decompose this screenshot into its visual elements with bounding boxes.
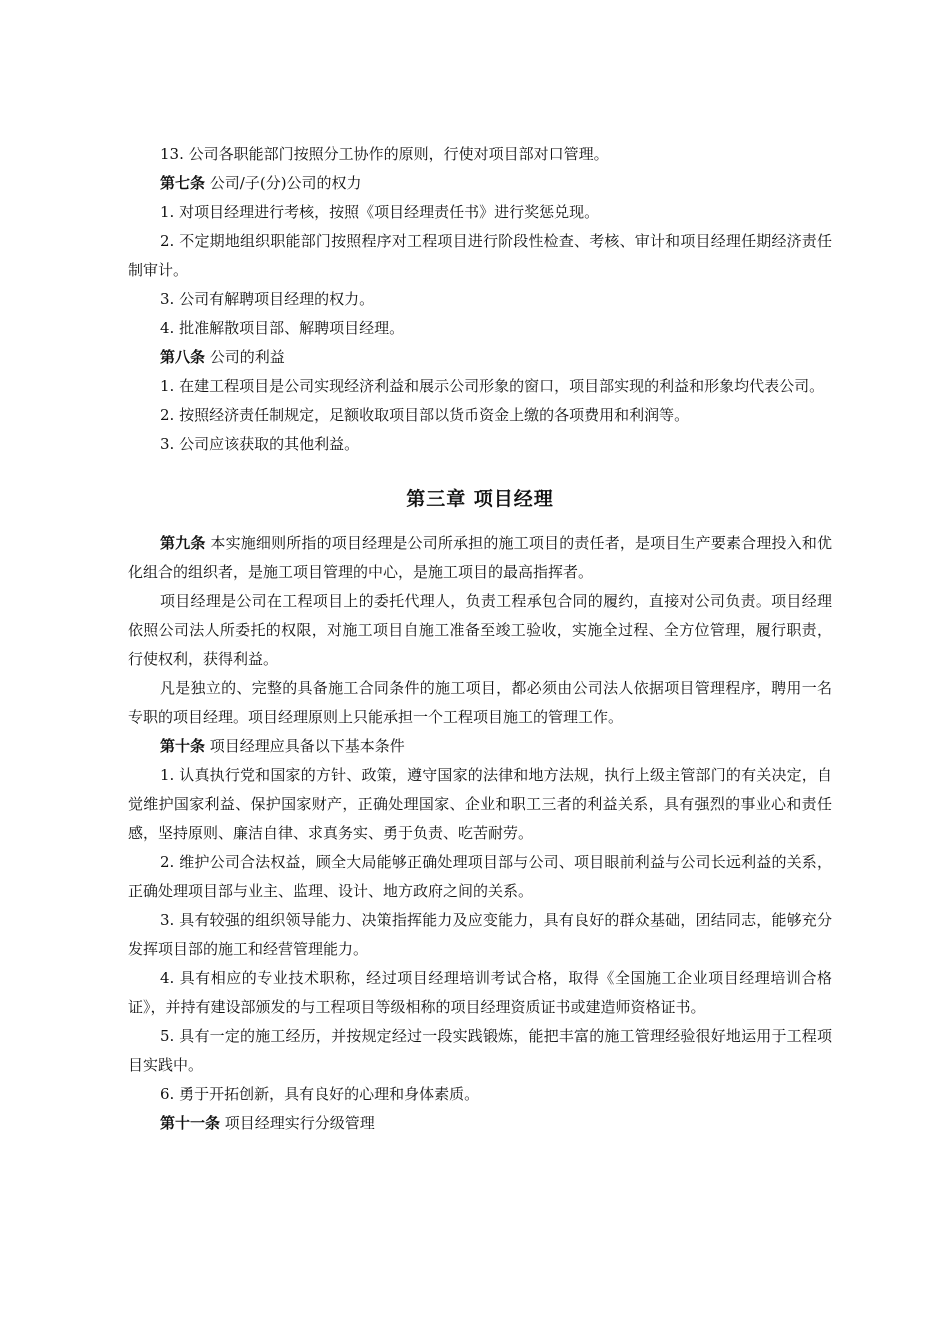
paragraph-text: 1. 对项目经理进行考核，按照《项目经理责任书》进行奖惩兑现。 bbox=[160, 203, 600, 221]
paragraph-text: 2. 维护公司合法权益，顾全大局能够正确处理项目部与公司、项目眼前利益与公司长远利益的关系，正确处理项目部与业主、监理、设计、地方政府之间的关系。 bbox=[128, 853, 832, 900]
article-label: 第十一条 bbox=[160, 1114, 221, 1132]
document-body bbox=[128, 140, 832, 1138]
paragraph-text: 6. 勇于开拓创新，具有良好的心理和身体素质。 bbox=[160, 1085, 480, 1103]
body-paragraph bbox=[128, 587, 832, 674]
paragraph-text: 项目经理是公司在工程项目上的委托代理人，负责工程承包合同的履约，直接对公司负责。项目经理依照公司法人所委托的权限，对施工项目自施工准备至竣工验收，实施全过程、全方位管理，履行职责，行使权利，获得利益。 bbox=[128, 592, 832, 668]
body-paragraph bbox=[128, 674, 832, 732]
paragraph-text: 3. 公司应该获取的其他利益。 bbox=[160, 435, 360, 453]
paragraph-text: 2. 按照经济责任制规定，足额收取项目部以货币资金上缴的各项费用和利润等。 bbox=[160, 406, 690, 424]
list-item-13 bbox=[128, 140, 832, 169]
paragraph-text: 凡是独立的、完整的具备施工合同条件的施工项目，都必须由公司法人依据项目管理程序，聘用一名专职的项目经理。项目经理原则上只能承担一个工程项目施工的管理工作。 bbox=[128, 679, 832, 726]
list-item bbox=[128, 1022, 832, 1080]
article-label: 第八条 bbox=[160, 348, 206, 366]
list-item bbox=[128, 314, 832, 343]
paragraph-text: 2. 不定期地组织职能部门按照程序对工程项目进行阶段性检查、考核、审计和项目经理任期经济责任制审计。 bbox=[128, 232, 832, 279]
article-7-heading bbox=[128, 169, 832, 198]
article-title: 公司/子(分)公司的权力 bbox=[205, 174, 362, 192]
list-item bbox=[128, 430, 832, 459]
list-item bbox=[128, 964, 832, 1022]
article-8-heading bbox=[128, 343, 832, 372]
paragraph-text: 5. 具有一定的施工经历，并按规定经过一段实践锻炼，能把丰富的施工管理经验很好地运用于工程项目实践中。 bbox=[128, 1027, 832, 1074]
article-9-paragraph bbox=[128, 529, 832, 587]
paragraph-text: 3. 具有较强的组织领导能力、决策指挥能力及应变能力，具有良好的群众基础，团结同志，能够充分发挥项目部的施工和经营管理能力。 bbox=[128, 911, 832, 958]
list-item bbox=[128, 227, 832, 285]
article-label: 第九条 bbox=[160, 534, 206, 552]
list-item bbox=[128, 1080, 832, 1109]
paragraph-text: 本实施细则所指的项目经理是公司所承担的施工项目的责任者，是项目生产要素合理投入和优化组合的组织者，是施工项目管理的中心，是施工项目的最高指挥者。 bbox=[128, 534, 832, 581]
paragraph-text: 3. 公司有解聘项目经理的权力。 bbox=[160, 290, 375, 308]
paragraph-text: 4. 具有相应的专业技术职称，经过项目经理培训考试合格，取得《全国施工企业项目经理培训合格证》，并持有建设部颁发的与工程项目等级相称的项目经理资质证书或建造师资格证书。 bbox=[128, 969, 832, 1016]
list-item bbox=[128, 372, 832, 401]
article-10-heading bbox=[128, 732, 832, 761]
article-title: 项目经理实行分级管理 bbox=[220, 1114, 375, 1132]
list-item bbox=[128, 906, 832, 964]
list-item bbox=[128, 761, 832, 848]
list-item bbox=[128, 198, 832, 227]
paragraph-text: 4. 批准解散项目部、解聘项目经理。 bbox=[160, 319, 405, 337]
paragraph-text: 13. 公司各职能部门按照分工协作的原则，行使对项目部对口管理。 bbox=[160, 145, 609, 163]
article-label: 第十条 bbox=[160, 737, 206, 755]
article-label: 第七条 bbox=[160, 174, 206, 192]
paragraph-text: 1. 在建工程项目是公司实现经济利益和展示公司形象的窗口，项目部实现的利益和形象均代表公司。 bbox=[160, 377, 825, 395]
paragraph-text: 1. 认真执行党和国家的方针、政策，遵守国家的法律和地方法规，执行上级主管部门的有关决定，自觉维护国家利益、保护国家财产，正确处理国家、企业和职工三者的利益关系，具有强烈的事业心和责任感，坚持原则、廉洁自律、求真务实、勇于负责、吃苦耐劳。 bbox=[128, 766, 832, 842]
article-title: 项目经理应具备以下基本条件 bbox=[205, 737, 405, 755]
article-title: 公司的利益 bbox=[205, 348, 285, 366]
list-item bbox=[128, 285, 832, 314]
list-item bbox=[128, 401, 832, 430]
chapter-title: 第三章 项目经理 bbox=[406, 488, 554, 510]
list-item bbox=[128, 848, 832, 906]
article-11-heading bbox=[128, 1109, 832, 1138]
